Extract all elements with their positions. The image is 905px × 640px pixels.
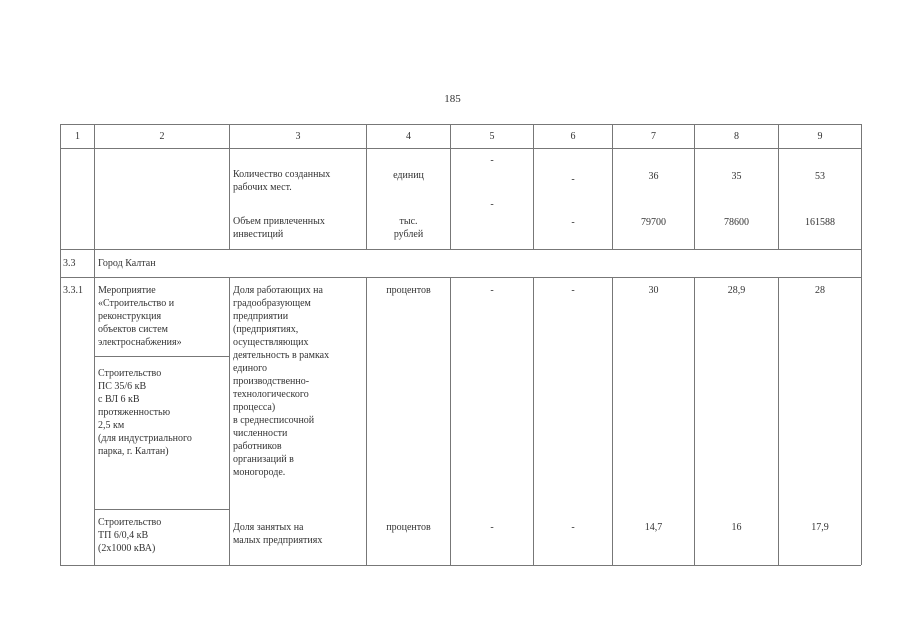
column-header: 8	[734, 131, 739, 142]
value-cell-9: 17,9	[811, 522, 829, 533]
value-cell-8: 78600	[724, 217, 749, 228]
value-cell-5: -	[490, 155, 494, 166]
value-cell-9: 161588	[805, 217, 835, 228]
table-border-top	[60, 124, 861, 125]
event-cell: Строительство ПС 35/6 кВ с ВЛ 6 кВ протяженностью 2,5 км (для индустриального парка, г. Калтан)	[98, 368, 192, 457]
column-header: 3	[295, 131, 301, 142]
value-cell-5: -	[490, 285, 494, 296]
event-separator	[94, 356, 229, 357]
value-cell-7: 30	[648, 285, 659, 296]
value-cell-7: 79700	[641, 217, 666, 228]
value-cell-6: -	[571, 522, 575, 533]
event-cell: Строительство ТП 6/0,4 кВ (2х1000 кВА)	[98, 517, 162, 554]
value-cell-6: -	[571, 174, 575, 185]
unit-cell: единиц	[393, 170, 424, 181]
event-separator	[94, 509, 229, 510]
section-title: Город Калтан	[98, 258, 156, 269]
column-divider	[229, 277, 230, 565]
value-cell-7: 36	[648, 171, 659, 182]
column-header: 5	[489, 131, 495, 142]
unit-cell: процентов	[386, 522, 431, 533]
value-cell-8: 28,9	[727, 285, 746, 296]
value-cell-8: 16	[731, 522, 742, 533]
value-cell-7: 14,7	[644, 522, 663, 533]
indicator-cell: Объем привлеченных инвестиций	[233, 216, 325, 240]
column-header: 6	[570, 131, 576, 142]
indicator-cell: Количество созданных рабочих мест.	[233, 169, 331, 193]
value-cell-9: 28	[815, 285, 825, 296]
column-header: 7	[651, 131, 656, 142]
item-number: 3.3.1	[63, 285, 83, 296]
column-header: 1	[75, 131, 80, 142]
table-header-separator	[60, 148, 861, 149]
section-number: 3.3	[63, 258, 76, 269]
table-border-bottom	[60, 565, 861, 566]
row-separator	[60, 249, 861, 250]
event-cell: Мероприятие «Строительство и реконструкция объектов систем электроснабжения»	[98, 285, 182, 348]
value-cell-6: -	[571, 285, 575, 296]
value-cell-8: 35	[731, 171, 742, 182]
unit-cell: тыс. рублей	[393, 216, 424, 240]
column-divider	[94, 124, 95, 565]
value-cell-5: -	[490, 522, 494, 533]
column-header: 2	[159, 131, 165, 142]
value-cell-5: -	[490, 199, 494, 210]
value-cell-6: -	[571, 217, 575, 228]
column-header: 4	[406, 131, 411, 142]
unit-cell: процентов	[386, 285, 431, 296]
row-separator	[60, 277, 861, 278]
indicator-cell: Доля работающих на градообразующем предприятии (предприятиях, осуществляющих деятельность в рамках единого производственно- технологического процесса) в среднесписочной численности работников организаций в моногороде.	[233, 285, 330, 478]
page-number: 185	[444, 93, 461, 105]
value-cell-9: 53	[815, 171, 825, 182]
table-border-left	[60, 124, 61, 565]
column-header: 9	[817, 131, 823, 142]
indicator-cell: Доля занятых на малых предприятиях	[233, 522, 323, 546]
table-border-right	[861, 124, 862, 565]
